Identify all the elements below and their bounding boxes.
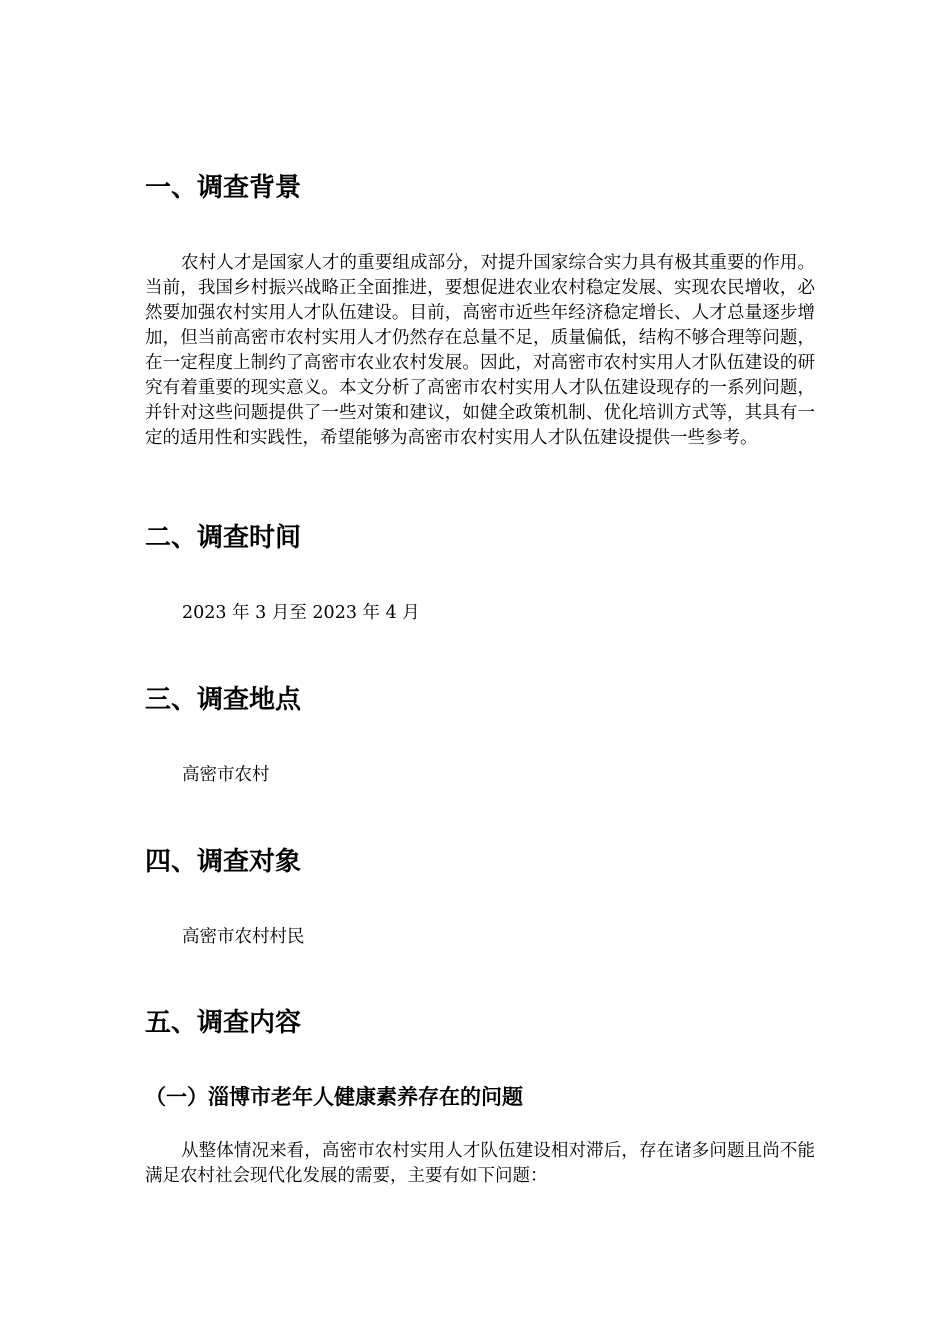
section-body-content: 从整体情况来看，高密市农村实用人才队伍建设相对滞后，存在诸多问题且尚不能满足农村社会现代化发展的需要，主要有如下问题：	[145, 1141, 815, 1186]
section-subheading-content: （一）淄博市老年人健康素养存在的问题	[145, 1085, 523, 1109]
section-body-subjects: 高密市农村村民	[182, 927, 305, 947]
section-heading-time: 二、调查时间	[145, 523, 302, 553]
section-body-location: 高密市农村	[182, 765, 270, 785]
section-body-background: 农村人才是国家人才的重要组成部分，对提升国家综合实力具有极其重要的作用。当前，我国乡村振兴战略正全面推进，要想促进农业农村稳定发展、实现农民增收，必然要加强农村实用人才队伍建设。目前，高密市近些年经济稳定增长、人才总量逐步增加，但当前高密市农村实用人才仍然存在总量不足，质量偏低，结构不够合理等问题，在一定程度上制约了高密市农业农村发展。因此，对高密市农村实用人才队伍建设的研究有着重要的现实意义。本文分析了高密市农村实用人才队伍建设现存的一系列问题，并针对这些问题提供了一些对策和建议，如健全政策机制、优化培训方式等，其具有一定的适用性和实践性，希望能够为高密市农村实用人才队伍建设提供一些参考。	[145, 253, 815, 448]
section-heading-location: 三、调查地点	[145, 685, 302, 715]
section-heading-content: 五、调查内容	[145, 1008, 302, 1038]
section-heading-background: 一、调查背景	[145, 173, 302, 203]
section-body-time: 2023 年 3 月至 2023 年 4 月	[182, 603, 420, 623]
section-heading-subjects: 四、调查对象	[145, 847, 302, 877]
